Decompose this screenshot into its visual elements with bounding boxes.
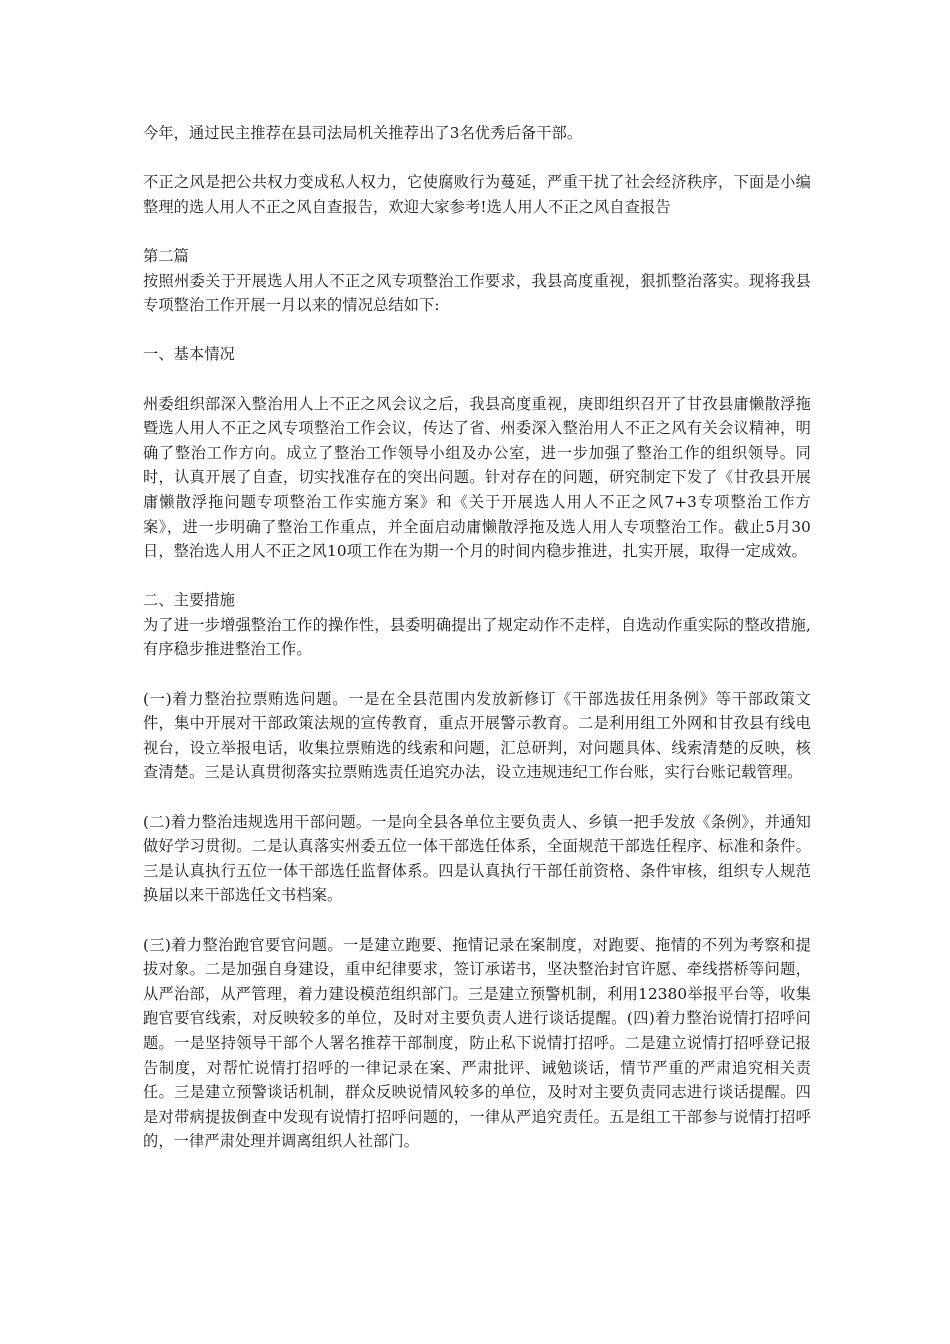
paragraph-spacer bbox=[143, 219, 811, 244]
paragraph-spacer bbox=[143, 367, 811, 392]
heading-basic-situation: 一、基本情况 bbox=[143, 345, 236, 364]
paragraph-basic-situation: 州委组织部深入整治用人上不正之风会议之后，我县高度重视，庚即组织召开了甘孜县庸懒散浮拖暨选人用人不正之风专项整治工作会议，传达了省、州委深入整治用人不正之风有关会议精神，明确了整治工作方向。成立了整治工作领导小组及办公室，进一步加强了整治工作的组织领导。同时，认真开展了自查，切实找准存在的突出问题。针对存在的问题，研究制定下发了《甘孜县开展庸懒散浮拖问题专项整治工作实施方案》和《关于开展选人用人不正之风7+3专项整治工作方案》，进一步明确了整治工作重点，并全面启动庸懒散浮拖及选人用人专项整治工作。截止5月30日，整治选人用人不正之风10项工作在为期一个月的时间内稳步推进，扎实开展，取得一定成效。 bbox=[143, 394, 811, 561]
paragraph-spacer bbox=[143, 908, 811, 933]
paragraph-preface: 不正之风是把公共权力变成私人权力，它使腐败行为蔓延，严重干扰了社会经济秩序，下面是小编整理的选人用人不正之风自查报告，欢迎大家参考!选人用人不正之风自查报告 bbox=[143, 173, 811, 216]
document-body bbox=[143, 121, 811, 1154]
paragraph-measures-intro: 为了进一步增强整治工作的操作性，县委明确提出了规定动作不走样，自选动作重实际的整改措施,有序稳步推进整治工作。 bbox=[143, 615, 811, 659]
section-label-second-part: 第二篇 bbox=[143, 246, 190, 265]
paragraph-intro: 今年，通过民主推荐在县司法局机关推荐出了3名优秀后备干部。 bbox=[143, 124, 583, 142]
paragraph-measure-2: (二)着力整治违规选用干部问题。一是向全县各单位主要负责人、乡镇一把手发放《条例》，并通知做好学习贯彻。二是认真落实州委五位一体干部选任体系，全面规范干部选任程序、标准和条件。三是认真执行五位一体干部选任监督体系。四是认真执行干部任前资格、条件审核，组织专人规范换届以来干部选任文书档案。 bbox=[143, 812, 811, 905]
paragraph-spacer bbox=[143, 318, 811, 343]
paragraph-measure-1: (一)着力整治拉票贿选问题。一是在全县范围内发放新修订《干部选拔任用条例》等干部政策文件，集中开展对干部政策法规的宣传教育，重点开展警示教育。二是利用组工外网和甘孜县有线电视台，设立举报电话，收集拉票贿选的线索和问题，汇总研判，对问题具体、线索清楚的反映，核查清楚。三是认真贯彻落实拉票贿选责任追究办法，设立违规违纪工作台账，实行台账记载管理。 bbox=[143, 689, 811, 782]
heading-main-measures: 二、主要措施 bbox=[143, 591, 236, 610]
paragraph-measure-3-4: (三)着力整治跑官要官问题。一是建立跑要、拖情记录在案制度，对跑要、拖情的不列为考察和提拔对象。二是加强自身建设，重申纪律要求，签订承诺书，坚决整治封官许愿、牵线搭桥等问题，从严治部，从严管理，着力建设模范组织部门。三是建立预警机制，利用12380举报平台等，收集跑官要官线索，对反映较多的单位，及时对主要负责人进行谈话提醒。(四)着力整治说情打招呼问题。一是坚持领导干部个人署名推荐干部制度，防止私下说情打招呼。二是建立说情打招呼登记报告制度，对帮忙说情打招呼的一律记录在案、严肃批评、诫勉谈话，情节严重的严肃追究相关责任。三是建立预警谈话机制，群众反映说情风较多的单位，及时对主要负责同志进行谈话提醒。四是对带病提拔倒查中发现有说情打招呼问题的，一律从严追究责任。五是组工干部参与说情打招呼的，一律严肃处理并调离组织人社部门。 bbox=[143, 935, 811, 1151]
paragraph-spacer bbox=[143, 564, 811, 589]
paragraph-spacer bbox=[143, 785, 811, 810]
paragraph-summary: 按照州委关于开展选人用人不正之风专项整治工作要求，我县高度重视，狠抓整治落实。现将我县专项整治工作开展一月以来的情况总结如下: bbox=[143, 271, 811, 315]
paragraph-spacer bbox=[143, 146, 811, 171]
paragraph-spacer bbox=[143, 662, 811, 687]
